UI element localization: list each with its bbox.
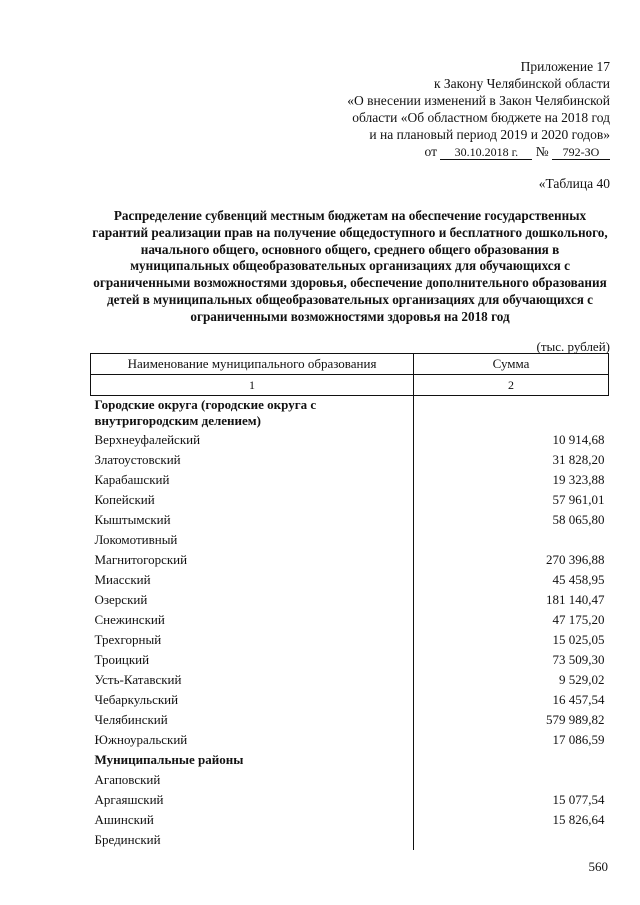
subsidy-sum: 181 140,47 xyxy=(546,592,605,607)
law-title-line-3: и на плановый период 2019 и 2020 годов» xyxy=(369,127,610,142)
subsidy-sum xyxy=(414,830,609,850)
table-row xyxy=(91,610,609,630)
from-label: от xyxy=(424,144,437,159)
page-number: 560 xyxy=(588,859,608,874)
table-row xyxy=(91,670,609,690)
table-row xyxy=(91,730,609,750)
subsidy-sum: 19 323,88 xyxy=(552,472,605,487)
group-sum xyxy=(414,750,609,770)
table-row xyxy=(91,510,609,530)
table-row xyxy=(91,590,609,610)
appendix-label: Приложение 17 xyxy=(520,59,610,74)
table-row xyxy=(91,490,609,510)
table-row xyxy=(91,690,609,710)
municipality-name: Чебаркульский xyxy=(91,690,414,710)
table-group-row xyxy=(91,396,609,431)
column-number-row xyxy=(91,375,609,396)
table-row xyxy=(91,710,609,730)
column-header-name: Наименование муниципального образования xyxy=(91,354,414,375)
municipality-name: Трехгорный xyxy=(91,630,414,650)
table-row xyxy=(91,570,609,590)
law-reference: к Закону Челябинской области xyxy=(433,76,610,91)
municipality-name: Троицкий xyxy=(91,650,414,670)
subsidy-sum: 15 025,05 xyxy=(552,632,605,647)
subsidy-sum: 9 529,02 xyxy=(559,672,605,687)
law-date-number xyxy=(347,143,610,160)
table-row xyxy=(91,790,609,810)
column-number-1: 1 xyxy=(91,375,414,396)
table-row xyxy=(91,430,609,450)
municipality-name: Озерский xyxy=(91,590,414,610)
municipality-name: Миасский xyxy=(91,570,414,590)
municipality-name: Брединский xyxy=(91,830,414,850)
document-title: Распределение субвенций местным бюджетам на обеспечение государственных гарантий реализации прав на получение общедоступного и бесплатного дошкольного, начального общего, основного общего, среднего общего образования в муниципальных общеобразовательных организациях для обучающихся с ограниченными возможностями здоровья, обеспечение дополнительного образования детей в муниципальных общеобразовательных организациях для обучающихся с ограниченными возможностями здоровья на 2018 год xyxy=(92,208,608,324)
subsidy-sum xyxy=(414,770,609,790)
subsidy-sum: 16 457,54 xyxy=(552,692,605,707)
municipality-name: Аргаяшский xyxy=(91,790,414,810)
table-row xyxy=(91,630,609,650)
law-title-line-1: «О внесении изменений в Закон Челябинской xyxy=(347,93,610,108)
municipality-name: Кыштымский xyxy=(91,510,414,530)
document-header xyxy=(347,58,610,160)
group-sum xyxy=(414,396,609,431)
table-group-row xyxy=(91,750,609,770)
municipality-name: Снежинский xyxy=(91,610,414,630)
subsidy-sum: 15 077,54 xyxy=(552,792,605,807)
municipality-name: Карабашский xyxy=(91,470,414,490)
subsidy-sum: 10 914,68 xyxy=(552,432,605,447)
municipality-name: Челябинский xyxy=(91,710,414,730)
municipality-name: Ашинский xyxy=(91,810,414,830)
table-label: «Таблица 40 xyxy=(538,176,610,191)
subsidy-sum: 17 086,59 xyxy=(552,732,605,747)
subsidy-sum xyxy=(414,530,609,550)
municipality-name: Верхнеуфалейский xyxy=(91,430,414,450)
municipality-name: Копейский xyxy=(91,490,414,510)
law-title-line-2: области «Об областном бюджете на 2018 год xyxy=(352,110,610,125)
table-row xyxy=(91,770,609,790)
table-header-row xyxy=(91,354,609,375)
municipality-name: Агаповский xyxy=(91,770,414,790)
group-title: Муниципальные районы xyxy=(91,750,414,770)
table-row xyxy=(91,550,609,570)
subsidy-sum: 57 961,01 xyxy=(552,492,605,507)
table-row xyxy=(91,530,609,550)
subsidy-sum: 45 458,95 xyxy=(552,572,605,587)
municipality-name: Магнитогорский xyxy=(91,550,414,570)
subsidy-sum: 47 175,20 xyxy=(552,612,605,627)
table-row xyxy=(91,650,609,670)
subsidy-sum: 31 828,20 xyxy=(552,452,605,467)
municipality-name: Усть-Катавский xyxy=(91,670,414,690)
municipality-name: Южноуральский xyxy=(91,730,414,750)
subsidy-table xyxy=(90,353,609,850)
subsidy-sum: 73 509,30 xyxy=(552,652,605,667)
subsidy-sum: 58 065,80 xyxy=(552,512,605,527)
number-label: № xyxy=(535,144,549,159)
table-row xyxy=(91,470,609,490)
subsidy-sum: 579 989,82 xyxy=(546,712,605,727)
table-row xyxy=(91,450,609,470)
group-title: Городские округа (городские округа с внутригородским делением) xyxy=(91,396,414,431)
column-number-2: 2 xyxy=(414,375,609,396)
table-row xyxy=(91,810,609,830)
subsidy-sum: 270 396,88 xyxy=(546,552,605,567)
units-label: (тыс. рублей) xyxy=(536,339,610,354)
law-number: 792-ЗО xyxy=(552,145,610,160)
subsidy-sum: 15 826,64 xyxy=(552,812,605,827)
law-date: 30.10.2018 г. xyxy=(440,145,532,160)
column-header-sum: Сумма xyxy=(414,354,609,375)
municipality-name: Локомотивный xyxy=(91,530,414,550)
municipality-name: Златоустовский xyxy=(91,450,414,470)
table-row xyxy=(91,830,609,850)
